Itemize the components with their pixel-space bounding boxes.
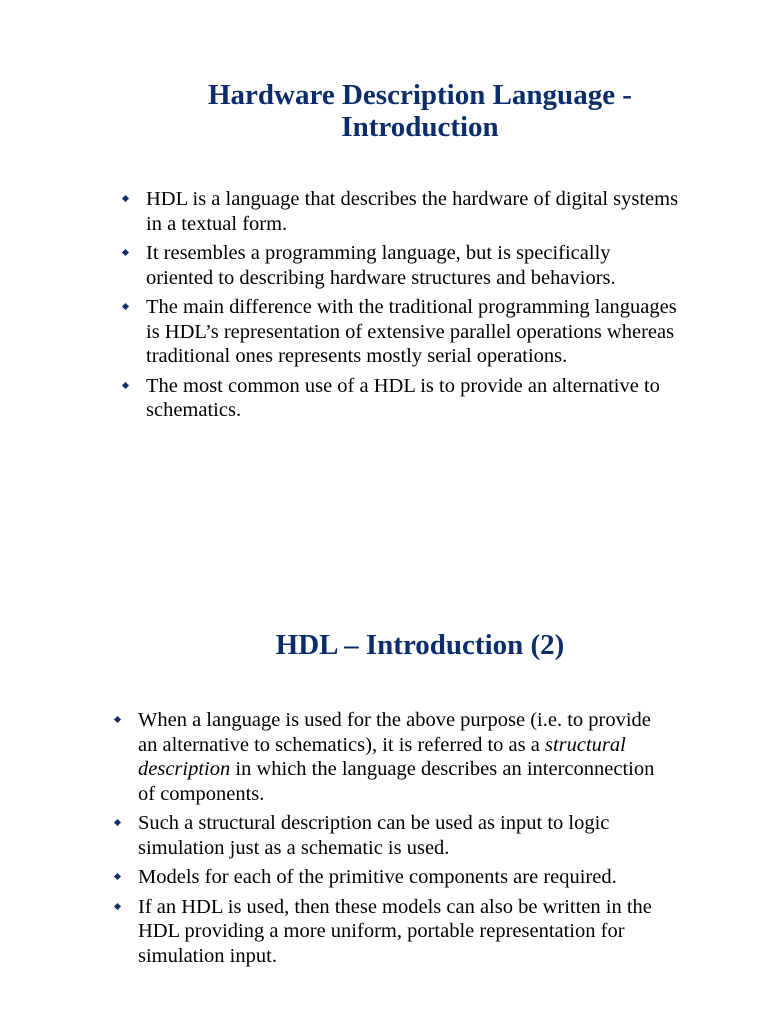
bullet-text: It resembles a programming language, but is specifically oriented to describing hardware structures and behaviors. (146, 242, 616, 289)
diamond-bullet-icon (122, 195, 129, 202)
bullet-item (114, 865, 674, 890)
bullet-item (114, 708, 674, 806)
bullet-text: Such a structural description can be used as input to logic simulation just as a schematic is used. (138, 812, 610, 859)
slide-hdl-introduction-2 (0, 512, 768, 1024)
diamond-bullet-icon (122, 249, 129, 256)
bullet-text-part1: When a language is used for the above purpose (i.e. to provide an alternative to schematics), it is referred to as a (138, 709, 651, 756)
bullet-item (122, 241, 682, 290)
bullet-list (122, 187, 682, 428)
bullet-text: The most common use of a HDL is to provide an alternative to schematics. (146, 374, 660, 421)
bullet-text: HDL is a language that describes the hardware of digital systems in a textual form. (146, 188, 679, 235)
bullet-text-emphasis: structural description (138, 733, 626, 780)
slide-title-line1: Hardware Description Language - (208, 79, 632, 111)
bullet-text-part2: in which the language describes an interconnection of components. (138, 758, 655, 805)
bullet-item (114, 811, 674, 860)
bullet-text: If an HDL is used, then these models can also be written in the HDL providing a more uniform, portable representation for simulation input. (138, 895, 652, 967)
slide-title-line2: Introduction (341, 111, 499, 143)
bullet-item (114, 895, 674, 969)
slide-title (120, 79, 720, 143)
bullet-text: Models for each of the primitive components are required. (138, 866, 617, 888)
bullet-item (122, 187, 682, 236)
diamond-bullet-icon (114, 873, 121, 880)
bullet-list (114, 708, 674, 973)
bullet-item (122, 374, 682, 423)
diamond-bullet-icon (114, 902, 121, 909)
bullet-item (122, 295, 682, 369)
diamond-bullet-icon (122, 381, 129, 388)
slide-title: HDL – Introduction (2) (275, 629, 565, 661)
bullet-text: The main difference with the traditional programming languages is HDL’s representation of extensive parallel operations whereas traditional ones represents mostly serial operations. (146, 296, 677, 367)
diamond-bullet-icon (114, 819, 121, 826)
diamond-bullet-icon (122, 303, 129, 310)
diamond-bullet-icon (114, 716, 121, 723)
